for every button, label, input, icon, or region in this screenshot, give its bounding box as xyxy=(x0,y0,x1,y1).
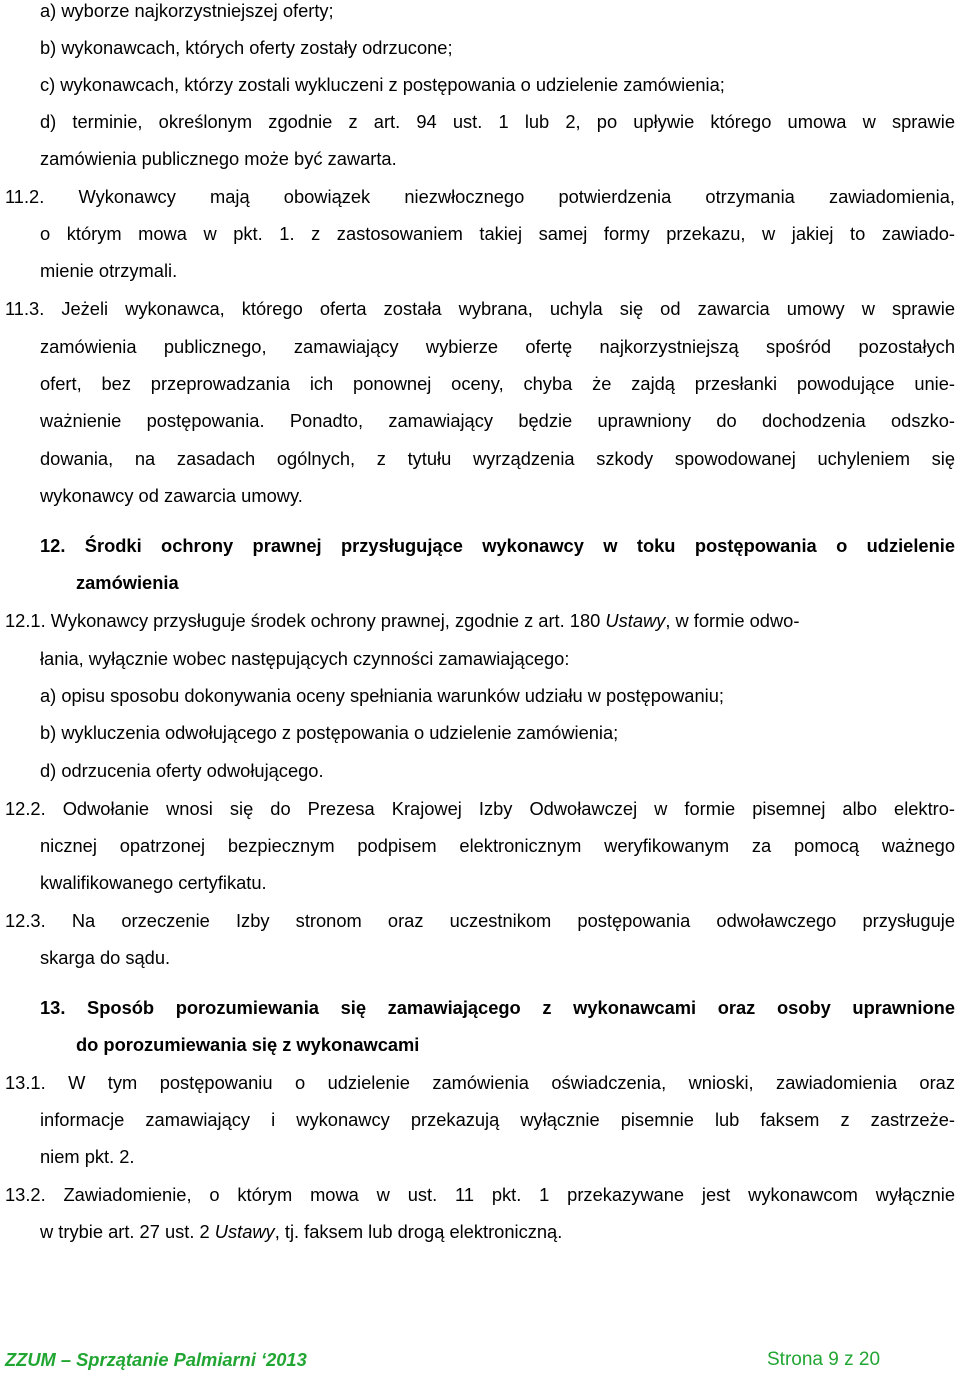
paragraph-12-1-text: 12.1. Wykonawcy przysługuje środek ochrony prawnej, zgodnie z art. 180 xyxy=(5,610,606,631)
paragraph-12-1-cont: łania, wyłącznie wobec następujących czynności zamawiającego: xyxy=(40,648,570,669)
section-heading-12: 12. Środki ochrony prawnej przysługujące wykonawcy w toku postępowania o udzielenie xyxy=(40,535,955,556)
list-item-b: b) wykonawcach, których oferty zostały odrzucone; xyxy=(40,37,453,58)
list-item-12-a: a) opisu sposobu dokonywania oceny spełniania warunków udziału w postępowaniu; xyxy=(40,685,724,706)
section-heading-13: 13. Sposób porozumiewania się zamawiającego z wykonawcami oraz osoby uprawnione xyxy=(40,997,955,1018)
paragraph-11-3-line2: zamówienia publicznego, zamawiający wybierze ofertę najkorzystniejszą spośród pozostałych xyxy=(40,336,955,357)
paragraph-11-2-end: mienie otrzymali. xyxy=(40,260,178,281)
paragraph-13-1: 13.1. W tym postępowaniu o udzielenie zamówienia oświadczenia, wnioski, zawiadomienia oraz xyxy=(5,1072,955,1093)
footer-page-number: Strona 9 z 20 xyxy=(767,1349,881,1370)
paragraph-12-2: 12.2. Odwołanie wnosi się do Prezesa Krajowej Izby Odwoławczej w formie pisemnej albo elektro- xyxy=(5,798,955,819)
paragraph-11-3-line5: dowania, na zasadach ogólnych, z tytułu wyrządzenia szkody spowodowanej uchyleniem się xyxy=(40,448,955,469)
section-heading-13-cont: do porozumiewania się z wykonawcami xyxy=(76,1034,420,1055)
paragraph-12-2-cont: nicznej opatrzonej bezpiecznym podpisem elektronicznym weryfikowanym za pomocą ważnego xyxy=(40,835,955,856)
footer-document-title: ZZUM – Sprzątanie Palmiarni ‘2013 xyxy=(5,1349,307,1370)
paragraph-12-3-end: skarga do sądu. xyxy=(40,947,171,968)
paragraph-11-3-end: wykonawcy od zawarcia umowy. xyxy=(40,485,303,506)
paragraph-12-3: 12.3. Na orzeczenie Izby stronom oraz uczestnikom postępowania odwoławczego przysługuje xyxy=(5,910,955,931)
paragraph-11-2-cont: o którym mowa w pkt. 1. z zastosowaniem takiej samej formy przekazu, w jakiej to zawiado- xyxy=(40,223,955,244)
paragraph-13-1-end: niem pkt. 2. xyxy=(40,1146,135,1167)
paragraph-13-2-end xyxy=(40,1221,562,1243)
list-item-12-b: b) wykluczenia odwołującego z postępowania o udzielenie zamówienia; xyxy=(40,722,619,743)
paragraph-12-1 xyxy=(5,610,955,632)
section-heading-12-cont: zamówienia xyxy=(76,572,179,593)
list-item-a: a) wyborze najkorzystniejszej oferty; xyxy=(40,0,334,21)
paragraph-11-2: 11.2. Wykonawcy mają obowiązek niezwłocznego potwierdzenia otrzymania zawiadomienia, xyxy=(5,186,955,207)
list-item-d: d) terminie, określonym zgodnie z art. 94 ust. 1 lub 2, po upływie którego umowa w sprawie xyxy=(40,111,955,132)
paragraph-13-2-text: w trybie art. 27 ust. 2 xyxy=(40,1221,215,1242)
paragraph-13-2-tail: , tj. faksem lub drogą elektroniczną. xyxy=(274,1221,563,1242)
law-reference: Ustawy xyxy=(214,1221,275,1242)
paragraph-12-1-tail: , w formie odwo- xyxy=(665,610,800,631)
law-reference: Ustawy xyxy=(605,610,666,631)
footer-divider xyxy=(0,1339,960,1340)
list-item-12-d: d) odrzucenia oferty odwołującego. xyxy=(40,760,324,781)
paragraph-11-3: 11.3. Jeżeli wykonawca, którego oferta została wybrana, uchyla się od zawarcia umowy w sprawie xyxy=(5,298,955,319)
paragraph-13-2: 13.2. Zawiadomienie, o którym mowa w ust. 11 pkt. 1 przekazywane jest wykonawcom wyłącznie xyxy=(5,1184,955,1205)
list-item-d-cont: zamówienia publicznego może być zawarta. xyxy=(40,148,397,169)
paragraph-11-3-line3: ofert, bez przeprowadzania ich ponownej oceny, chyba że zajdą przesłanki powodujące unie- xyxy=(40,373,955,394)
list-item-c: c) wykonawcach, którzy zostali wykluczeni z postępowania o udzielenie zamówienia; xyxy=(40,74,725,95)
paragraph-13-1-cont: informacje zamawiający i wykonawcy przekazują wyłącznie pisemnie lub faksem z zastrzeże- xyxy=(40,1109,955,1130)
paragraph-11-3-line4: ważnienie postępowania. Ponadto, zamawiający będzie uprawniony do dochodzenia odszko- xyxy=(40,410,955,431)
paragraph-12-2-end: kwalifikowanego certyfikatu. xyxy=(40,872,267,893)
